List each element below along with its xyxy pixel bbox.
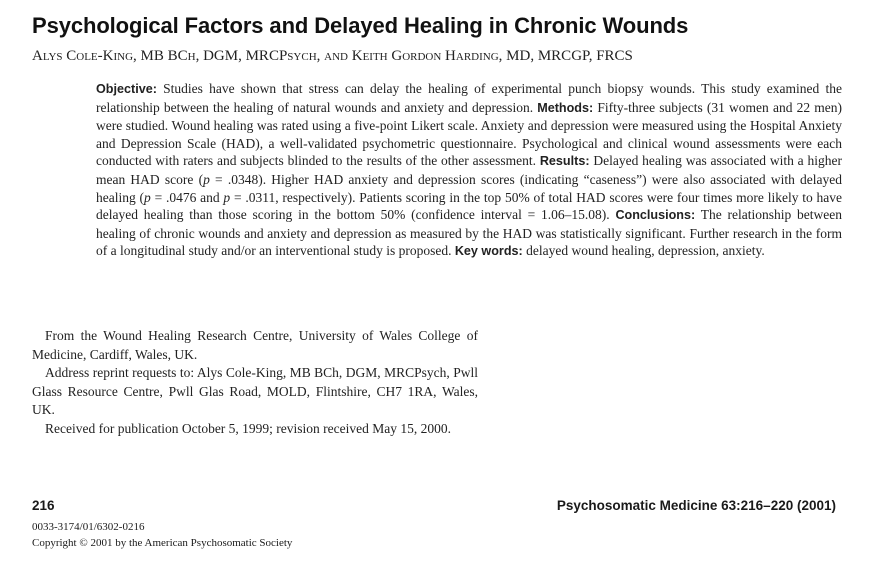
copyright-notice: Copyright © 2001 by the American Psychosomatic Society: [32, 537, 293, 549]
results-label: Results:: [539, 154, 590, 169]
author-1-credentials-sc2: sych: [287, 48, 317, 64]
issn-code: 0033-3174/01/6302-0216: [32, 521, 145, 533]
author-line: [32, 48, 872, 65]
p-symbol: p: [203, 171, 210, 187]
p-symbol: p: [223, 189, 231, 205]
received-dates: Received for publication October 5, 1999; revision received May 15, 2000.: [45, 420, 452, 436]
affiliation-block: [32, 327, 478, 438]
conclusions-text: The relationship between healing of chronic wounds and anxiety and depression as measured by the HAD was statistically significant. Further research in the form of a longitudinal study and/or an interventional study is proposed.: [96, 207, 842, 259]
keywords-text: delayed wound healing, depression, anxiety.: [522, 243, 765, 259]
objective-label: Objective:: [96, 82, 157, 96]
author-1-credentials-sc: h: [187, 48, 196, 64]
methods-label: Methods:: [537, 100, 594, 115]
reprint-address: Address reprint requests to: Alys Cole-King, MB BCh, DGM, MRCPsych, Pwll Glass Resource Centre, Pwll Glas Road, MOLD, Flintshire, CH7 1RA, Wales, UK.: [32, 365, 478, 417]
page-number: 216: [32, 498, 55, 513]
author-2-name: Keith Gordon Harding: [351, 48, 499, 64]
abstract: [96, 80, 842, 261]
conclusions-label: Conclusions:: [615, 208, 696, 223]
keywords-label: Key words:: [454, 244, 523, 259]
results-text: Delayed healing was associated with a higher mean HAD score (: [96, 153, 842, 187]
results-text: = .0348). Higher HAD anxiety and depression scores (indicating “caseness”) were also associated with delayed healing (: [96, 171, 843, 205]
article-title: Psychological Factors and Delayed Healing in Chronic Wounds: [32, 13, 689, 38]
journal-citation: Psychosomatic Medicine 63:216–220 (2001): [556, 498, 836, 513]
author-1-credentials: , MB BC: [133, 48, 188, 64]
affiliation-from: From the Wound Healing Research Centre, University of Wales College of Medicine, Cardiff, Wales, UK.: [32, 328, 478, 362]
results-text: = .0476 and: [150, 189, 224, 205]
author-2-credentials: , MD, MRCGP, FRCS: [498, 48, 633, 64]
p-symbol: p: [144, 189, 151, 205]
author-1-name: Alys Cole-King: [32, 48, 134, 64]
methods-text: Fifty-three subjects (31 women and 22 men) were studied. Wound healing was rated using a five-point Likert scale. Anxiety and depression were measured using the Hospital Anxiety and Depression Scale (HAD), a well-validated psychometric questionnaire. Psychological and clinical wound assessments were each conducted with raters and subjects blinded to the results of the other assessment.: [96, 99, 842, 169]
author-conjunction: , and: [316, 48, 352, 64]
author-1-credentials-mid: , DGM, MRCP: [195, 48, 288, 64]
results-text: = .0311, respectively). Patients scoring in the top 50% of total HAD scores were four times more likely to have delayed healing than those scoring in the bottom 50% (confidence interval = 1.06–15.08).: [96, 189, 843, 223]
objective-text: Studies have shown that stress can delay the healing of experimental punch biopsy wounds. This study examined the relationship between the healing of natural wounds and anxiety and depression.: [96, 81, 842, 115]
